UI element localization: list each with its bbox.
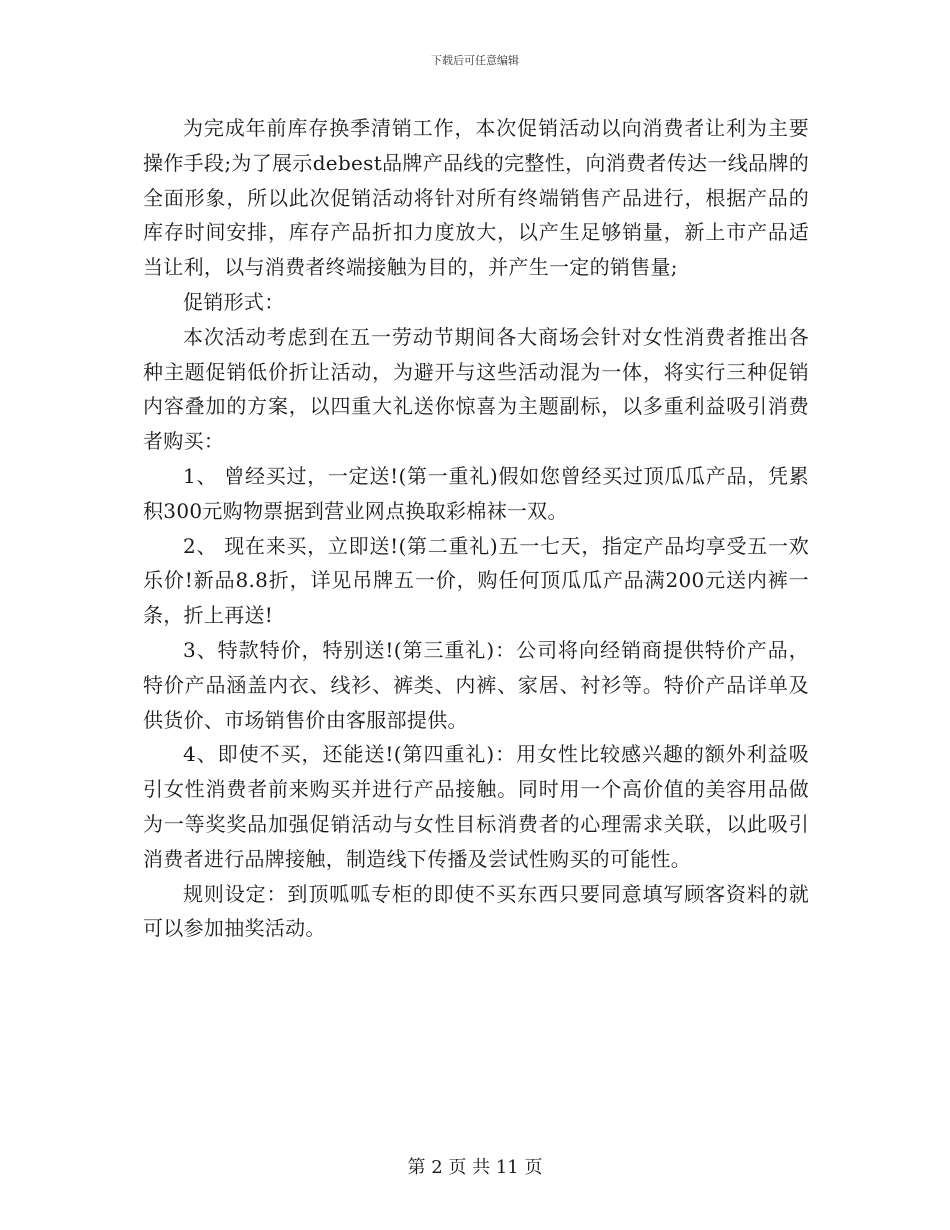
paragraph-gift-3: 3、特款特价，特别送!(第三重礼)：公司将向经销商提供特价产品，特价产品涵盖内衣、线衫、裤类、内裤、家居、衬衫等。特价产品详单及供货价、市场销售价由客服部提供。 <box>143 637 809 732</box>
paragraph-rules: 规则设定：到顶呱呱专柜的即使不买东西只要同意填写顾客资料的就可以参加抽奖活动。 <box>143 881 809 941</box>
paragraph-gift-4: 4、即使不买，还能送!(第四重礼)：用女性比较感兴趣的额外利益吸引女性消费者前来购买并进行产品接触。同时用一个高价值的美容用品做为一等奖奖品加强促销活动与女性目标消费者的心理需求关联，以此吸引消费者进行品牌接触，制造线下传播及尝试性购买的可能性。 <box>143 742 809 871</box>
paragraph-intro: 为完成年前库存换季清销工作，本次促销活动以向消费者让利为主要操作手段;为了展示debest品牌产品线的完整性，向消费者传达一线品牌的全面形象，所以此次促销活动将针对所有终端销售产品进行，根据产品的库存时间安排，库存产品折扣力度放大，以产生足够销量，新上市产品适当让利，以与消费者终端接触为目的，并产生一定的销售量; <box>143 116 809 280</box>
page-header: 下载后可任意编辑 <box>431 54 519 67</box>
paragraph-gift-2: 2、 现在来买，立即送!(第二重礼)五一七天，指定产品均享受五一欢乐价!新品8.8折，详见吊牌五一价，购任何顶瓜瓜产品满200元送内裤一条，折上再送! <box>143 533 809 628</box>
paragraph-promo-form-heading: 促销形式： <box>183 289 285 314</box>
paragraph-gift-1: 1、 曾经买过，一定送!(第一重礼)假如您曾经买过顶瓜瓜产品，凭累积300元购物票据到营业网点换取彩棉袜一双。 <box>143 463 809 523</box>
page-number-footer: 第 2 页 共 11 页 <box>407 1157 543 1178</box>
document-body <box>143 111 809 946</box>
paragraph-promo-overview: 本次活动考虑到在五一劳动节期间各大商场会针对女性消费者推出各种主题促销低价折让活动，为避开与这些活动混为一体，将实行三种促销内容叠加的方案，以四重大礼送你惊喜为主题副标，以多重利益吸引消费者购买： <box>143 324 809 454</box>
